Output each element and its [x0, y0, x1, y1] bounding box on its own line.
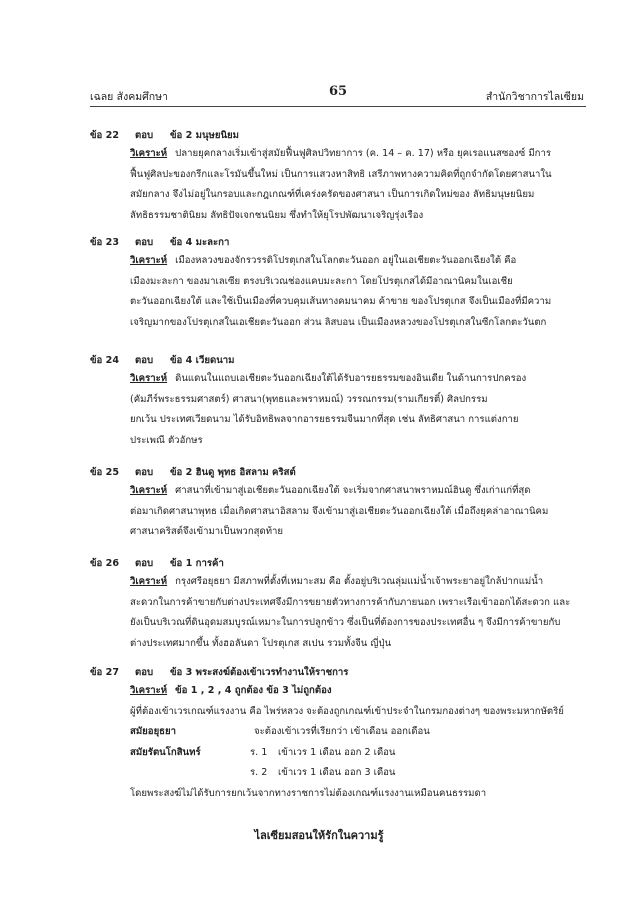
question-number: ข้อ 23	[90, 237, 120, 248]
analysis-label: วิเคราะห์	[130, 148, 168, 159]
page-number: 65	[328, 84, 348, 99]
question-number: ข้อ 27	[90, 667, 120, 678]
analysis-text: วิเคราะห์ กรุงศรีอยุธยา มีสภาพที่ตั้งที่เหมาะสม คือ ตั้งอยู่บริเวณลุ่มแม่น้ำเจ้าพระยาอยู่ใกล้ปากแม่น้ำ สะดวกในการค้าขายกับต่างประเทศจึงมีการขยายตัวทางการค้ากับภายนอก เพราะเรือเข้าออกได้สะดวก และ ยังเป็นบริเวณที่ดินอุดมสมบูรณ์เหมาะในการปลูกข้าว ซึ่งเป็นที่ต้องการของประเทศอื่น ๆ จึงมีการค้าขายกับ ต่างประเทศมากขึ้น ทั้งฮอลันดา โปรตุเกส สเปน รวมทั้งจีน ญี่ปุ่น	[130, 576, 571, 649]
answer-choice: ข้อ 3 พระสงฆ์ต้องเข้าเวรทำงานให้ราชการ	[170, 667, 349, 678]
analysis-text: วิเคราะห์ ศาสนาที่เข้ามาสู่เอเชียตะวันออกเฉียงใต้ จะเริ่มจากศาสนาพราหมณ์ฮินดู ซึ่งเก่าแก่ที่สุด ต่อมาเกิดศาสนาพุทธ เมื่อเกิดศาสนาอิสลาม จึงเข้ามาสู่เอเชียตะวันออกเฉียงใต้ เมื่อถึงยุคล่าอาณานิคม ศาสนาคริสต์จึงเข้ามาเป็นพวกสุดท้าย	[130, 485, 549, 537]
analysis-text: วิเคราะห์ เมืองหลวงของจักรวรรดิโปรตุเกสในโลกตะวันออก อยู่ในเอเชียตะวันออกเฉียงใต้ คือ เมืองมะละกา ของมาเลเซีย ตรงบริเวณช่องแคบมะละกา โดยโปรตุเกสได้มีอาณานิคมในเอเชีย ตะวันออกเฉียงใต้ และใช้เป็นเมืองที่ควบคุมเส้นทางคมนาคม ค้าขาย ของโปรตุเกส จึงเป็นเมืองที่มีความ เจริญมากของโปรตุเกสในเอเชียตะวันออก ส่วน ลิสบอน เป็นเมืองหลวงของโปรตุเกสในซีกโลกตะวันตก	[130, 255, 552, 328]
page-footer-slogan: ไลเซียมสอนให้รักในความรู้	[254, 829, 384, 842]
analysis-label: วิเคราะห์	[130, 373, 168, 384]
analysis-label: วิเคราะห์	[130, 576, 168, 587]
analysis-text: วิเคราะห์ ดินแดนในแถบเอเชียตะวันออกเฉียงใต้ได้รับอารยธรรมของอินเดีย ในด้านการปกครอง (คัมภีร์พระธรรมศาสตร์) ศาสนา(พุทธและพราหมณ์) วรรณกรรม(รามเกียรติ์) ศิลปกรรม ยกเว้น ประเทศเวียดนาม ได้รับอิทธิพลจากอารยธรรมจีนมากที่สุด เช่น ลัทธิศาสนา การแต่งกาย ประเพณี ตัวอักษร	[130, 373, 527, 446]
answer-label: ตอบ	[135, 667, 154, 678]
analysis-text: วิเคราะห์ ปลายยุคกลางเริ่มเข้าสู่สมัยฟื้นฟูศิลปวิทยาการ (ค. 14 – ค. 17) หรือ ยุคเรอแนสซองซ์ มีการ ฟื้นฟูศิลปะของกรีกและโรมันขึ้นใหม่ เป็นการแสวงหาสิทธิ เสรีภาพทางความคิดที่ถูกจำกัดโดยศาสนาใน สมัยกลาง จึงไม่อยู่ในกรอบและกฎเกณฑ์ที่เคร่งครัดของศาสนา เป็นการเกิดใหม่ของ ลัทธิมนุษยนิยม ลัทธิธรรมชาตินิยม ลัทธิปัจเจกชนนิยม ซึ่งทำให้ยุโรปพัฒนาเจริญรุ่งเรือง	[130, 148, 552, 221]
question-number: ข้อ 24	[90, 355, 120, 366]
analysis-label: วิเคราะห์	[130, 485, 168, 496]
question-number: ข้อ 25	[90, 467, 120, 478]
analysis-label: วิเคราะห์	[130, 255, 168, 266]
answer-label: ตอบ	[135, 237, 154, 248]
analysis-text: วิเคราะห์ ข้อ 1 , 2 , 4 ถูกต้อง ข้อ 3 ไม่ถูกต้อง ผู้ที่ต้องเข้าเวรเกณฑ์แรงงาน คือ ไพร่หลวง จะต้องถูกเกณฑ์เข้าประจำในกรมกองต่างๆ ของพระมหากษัตริย์ สมัยอยุธยา จะต้องเข้าเวรที่เรียกว่า เข้าเดือน ออกเดือน สมัยรัตนโกสินทร์ ร. 1 เข้าเวร 1 เดือน ออก 2 เดือน ร. 2 เข้าเวร 1 เดือน ออก 3 เดือน โดยพระสงฆ์ไม่ได้รับการยกเว้นจากทางราชการไม่ต้องเกณฑ์แรงงานเหมือนคนธรรมดา	[130, 681, 588, 804]
analysis-label: วิเคราะห์	[130, 685, 168, 696]
question-number: ข้อ 26	[90, 558, 120, 569]
header-publisher: สำนักวิชาการไลเซียม	[485, 91, 584, 103]
period-row: สมัยอยุธยา จะต้องเข้าเวรที่เรียกว่า เข้าเดือน ออกเดือน	[130, 726, 430, 737]
header-subject: เฉลย สังคมศึกษา	[90, 91, 168, 103]
period-row: ร. 2 เข้าเวร 1 เดือน ออก 3 เดือน	[250, 767, 396, 778]
page-header	[90, 84, 586, 107]
answer-label: ตอบ	[135, 355, 154, 366]
answer-label: ตอบ	[135, 558, 154, 569]
answer-choice: ข้อ 1 การค้า	[170, 558, 224, 569]
answer-label: ตอบ	[135, 467, 154, 478]
answer-choice: ข้อ 4 มะละกา	[170, 237, 230, 248]
answer-choice: ข้อ 2 ฮินดู พุทธ อิสลาม คริสต์	[170, 467, 296, 478]
answer-label: ตอบ	[135, 130, 154, 141]
question-number: ข้อ 22	[90, 130, 120, 141]
period-row: สมัยรัตนโกสินทร์ ร. 1 เข้าเวร 1 เดือน ออก 2 เดือน	[130, 746, 396, 758]
answer-choice: ข้อ 2 มนุษยนิยม	[170, 130, 240, 141]
answer-choice: ข้อ 4 เวียดนาม	[170, 355, 235, 366]
